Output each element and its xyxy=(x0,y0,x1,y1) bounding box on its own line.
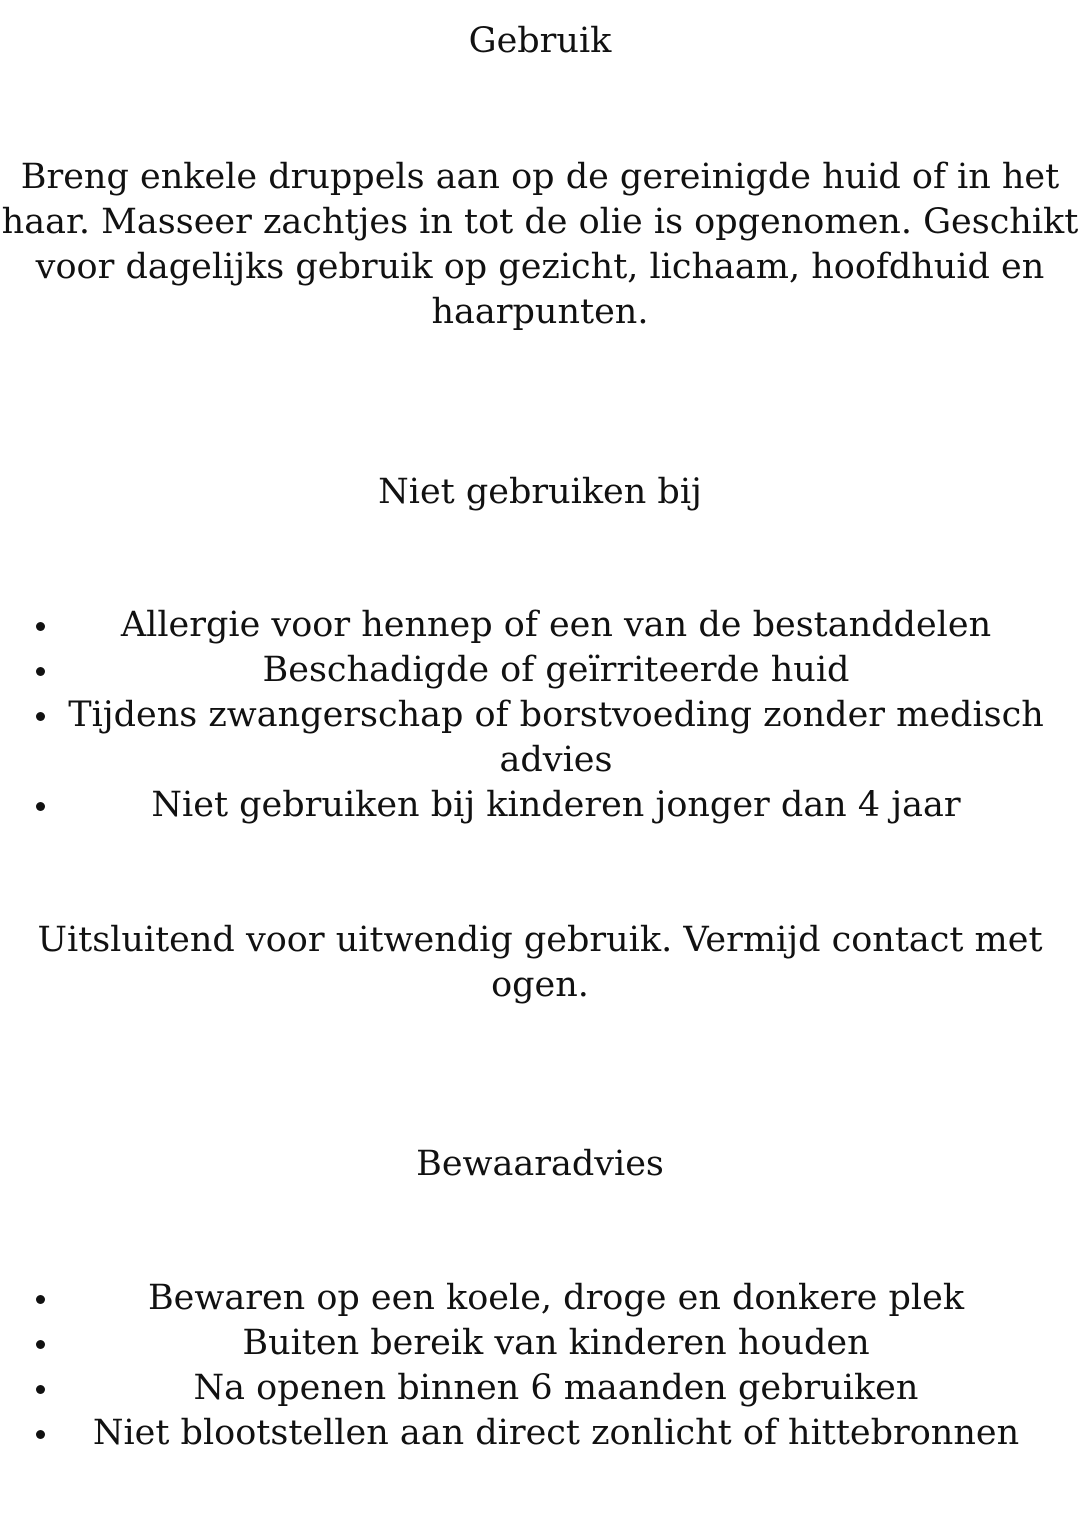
external-use-note: Uitsluitend voor uitwendig gebruik. Vermijd contact met ogen. xyxy=(37,920,1043,1005)
bullet-icon xyxy=(36,622,45,631)
bullet-icon xyxy=(36,1295,45,1304)
usage-heading: Gebruik xyxy=(468,21,612,61)
storage-heading: Bewaaradvies xyxy=(416,1144,664,1184)
list-item-text: Allergie voor hennep of een van de bestanddelen xyxy=(120,605,992,645)
list-item-text: Buiten bereik van kinderen houden xyxy=(242,1323,870,1363)
bullet-icon xyxy=(36,667,45,676)
usage-paragraph: Breng enkele druppels aan op de gereinigde huid of in het haar. Masseer zachtjes in tot de olie is opgenomen. Geschikt voor dagelijks gebruik op gezicht, lichaam, hoofdhuid en haarpunten. xyxy=(1,157,1079,332)
list-item-text: Bewaren op een koele, droge en donkere plek xyxy=(147,1278,965,1318)
storage-list xyxy=(0,1276,1080,1456)
bullet-icon xyxy=(36,802,45,811)
list-item xyxy=(0,1276,1080,1321)
list-item xyxy=(0,603,1080,648)
list-item xyxy=(0,1321,1080,1366)
list-item-text: Tijdens zwangerschap of borstvoeding zonder medisch advies xyxy=(68,695,1044,780)
list-item xyxy=(0,1366,1080,1411)
bullet-icon xyxy=(36,712,45,721)
contraindications-heading: Niet gebruiken bij xyxy=(378,472,702,512)
list-item-text: Niet gebruiken bij kinderen jonger dan 4 jaar xyxy=(151,785,961,825)
list-item-text: Na openen binnen 6 maanden gebruiken xyxy=(193,1368,919,1408)
bullet-icon xyxy=(36,1430,45,1439)
bullet-icon xyxy=(36,1385,45,1394)
list-item xyxy=(0,783,1080,828)
contraindications-list xyxy=(0,603,1080,828)
list-item-text: Beschadigde of geïrriteerde huid xyxy=(262,650,850,690)
list-item-text: Niet blootstellen aan direct zonlicht of hittebronnen xyxy=(92,1413,1020,1453)
list-item xyxy=(0,1411,1080,1456)
bullet-icon xyxy=(36,1340,45,1349)
list-item xyxy=(0,648,1080,693)
list-item xyxy=(0,693,1080,783)
